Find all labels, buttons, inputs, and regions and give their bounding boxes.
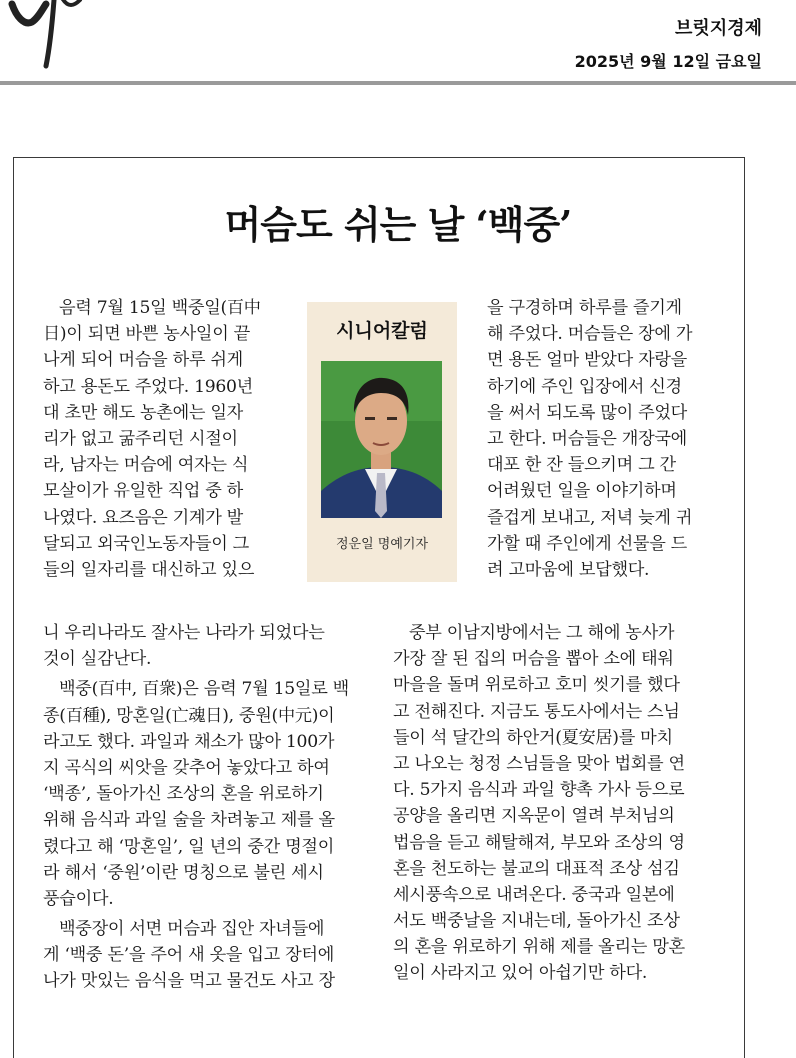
text-line: 하고 용돈도 주었다. 1960년 bbox=[43, 376, 253, 397]
text-line: ‘백종’, 돌아가신 조상의 혼을 위로하기 bbox=[43, 784, 324, 805]
text-line: 어려웠던 일을 이야기하며 bbox=[487, 481, 677, 502]
text-line: 대 초만 해도 농촌에는 일자 bbox=[43, 402, 243, 423]
text-line: 하기에 주인 입장에서 신경 bbox=[487, 376, 682, 397]
text-line: 위해 음식과 과일 술을 차려놓고 제를 올 bbox=[43, 810, 335, 831]
text-line: 日)이 되면 바쁜 농사일이 끝 bbox=[43, 324, 250, 345]
text-line: 을 구경하며 하루를 즐기게 bbox=[487, 298, 682, 318]
paper-name: 브릿지경제 bbox=[675, 18, 762, 39]
masthead bbox=[575, 16, 762, 74]
text-line: 을 써서 되도록 많이 주었다 bbox=[487, 402, 687, 423]
text-line: 들의 일자리를 대신하고 있으 bbox=[43, 559, 255, 580]
text-line: 라, 남자는 머슴에 여자는 식 bbox=[43, 455, 249, 476]
text-line: 해 주었다. 머슴들은 장에 가 bbox=[487, 324, 693, 345]
text-line: 라고도 했다. 과일과 채소가 많아 100가 bbox=[43, 731, 335, 752]
text-line: 니 우리나라도 잘사는 나라가 되었다는 bbox=[43, 623, 325, 643]
masthead-rule bbox=[0, 81, 796, 85]
text-line: 마을을 돌며 위로하고 호미 씻기를 했다 bbox=[393, 675, 680, 696]
text-line: 가장 잘 된 집의 머슴을 뽑아 소에 태워 bbox=[393, 649, 674, 670]
text-line: 게 ‘백중 돈’을 주어 새 옷을 입고 장터에 bbox=[43, 945, 335, 966]
column-kicker: 시니어칼럼 bbox=[336, 320, 428, 342]
text-line: 것이 실감난다. bbox=[43, 649, 152, 670]
text-line: 다. 5가지 음식과 과일 향촉 가사 등으로 bbox=[393, 780, 685, 801]
text-line: 풍습이다. bbox=[43, 888, 114, 909]
text-line: 들이 석 달간의 하안거(夏安居)를 마치 bbox=[393, 727, 673, 748]
text-line: 가할 때 주인에게 선물을 드 bbox=[487, 533, 687, 554]
column-1-wide bbox=[43, 620, 349, 995]
text-line: 즐겁게 보내고, 저녁 늦게 귀 bbox=[487, 507, 693, 528]
text-line: 나가 맛있는 음식을 먹고 물건도 사고 장 bbox=[43, 971, 335, 992]
text-line: 모살이가 유일한 직업 중 하 bbox=[43, 481, 243, 502]
text-line: 중부 이남지방에서는 그 해에 농사가 bbox=[409, 623, 675, 643]
text-line: 대포 한 잔 들으키며 그 간 bbox=[487, 455, 676, 476]
text-line: 지 곡식의 씨앗을 갖추어 놓았다고 하여 bbox=[43, 757, 330, 778]
column-2-wide bbox=[393, 620, 685, 987]
text-line: 리가 없고 굶주리던 시절이 bbox=[43, 428, 238, 449]
text-line: 공양을 올리면 지옥문이 열려 부처님의 bbox=[393, 806, 675, 827]
text-line: 백중(百中, 百衆)은 음력 7월 15일로 백 bbox=[59, 679, 349, 700]
text-line: 고 나오는 청정 스님들을 맞아 법회를 연 bbox=[393, 753, 685, 774]
text-line: 고 전해진다. 지금도 통도사에서는 스님 bbox=[393, 701, 680, 722]
logo-calligraphy bbox=[2, 0, 94, 76]
text-line: 려 고마움에 보답했다. bbox=[487, 559, 650, 580]
column-sidebar bbox=[307, 302, 457, 582]
column-2-narrow bbox=[487, 295, 692, 583]
text-line: 백중장이 서면 머슴과 집안 자녀들에 bbox=[59, 919, 325, 940]
author-byline: 정운일 명예기자 bbox=[335, 537, 429, 552]
text-line: 의 혼을 위로하기 위해 제를 올리는 망혼 bbox=[393, 937, 685, 958]
text-line: 면 용돈 얼마 받았다 자랑을 bbox=[487, 350, 687, 371]
issue-date: 2025년 9월 12일 금요일 bbox=[574, 52, 762, 71]
text-line: 라 해서 ‘중원’이란 명칭으로 불린 세시 bbox=[43, 862, 324, 883]
column-1-narrow bbox=[43, 295, 261, 583]
text-line: 일이 사라지고 있어 아쉽기만 하다. bbox=[393, 963, 648, 984]
text-line: 나였다. 요즈음은 기계가 발 bbox=[43, 507, 243, 528]
article-headline: 머슴도 쉬는 날 ‘백중’ bbox=[224, 202, 572, 247]
text-line: 고 한다. 머슴들은 개장국에 bbox=[487, 428, 687, 449]
text-line: 렸다고 해 ‘망혼일’, 일 년의 중간 명절이 bbox=[43, 836, 335, 857]
author-portrait bbox=[321, 361, 442, 518]
text-line: 음력 7월 15일 백중일(百中 bbox=[59, 298, 261, 318]
text-line: 세시풍속으로 내려온다. 중국과 일본에 bbox=[393, 884, 675, 905]
text-line: 혼을 천도하는 불교의 대표적 조상 섬김 bbox=[393, 858, 680, 879]
portrait-image bbox=[321, 361, 442, 518]
text-line: 법음을 듣고 해탈해져, 부모와 조상의 영 bbox=[393, 832, 685, 853]
text-line: 달되고 외국인노동자들이 그 bbox=[43, 533, 249, 554]
text-line: 나게 되어 머슴을 하루 쉬게 bbox=[43, 350, 243, 371]
text-line: 서도 백중날을 지내는데, 돌아가신 조상 bbox=[393, 911, 680, 932]
text-line: 종(百種), 망혼일(亡魂日), 중원(中元)이 bbox=[43, 705, 335, 726]
